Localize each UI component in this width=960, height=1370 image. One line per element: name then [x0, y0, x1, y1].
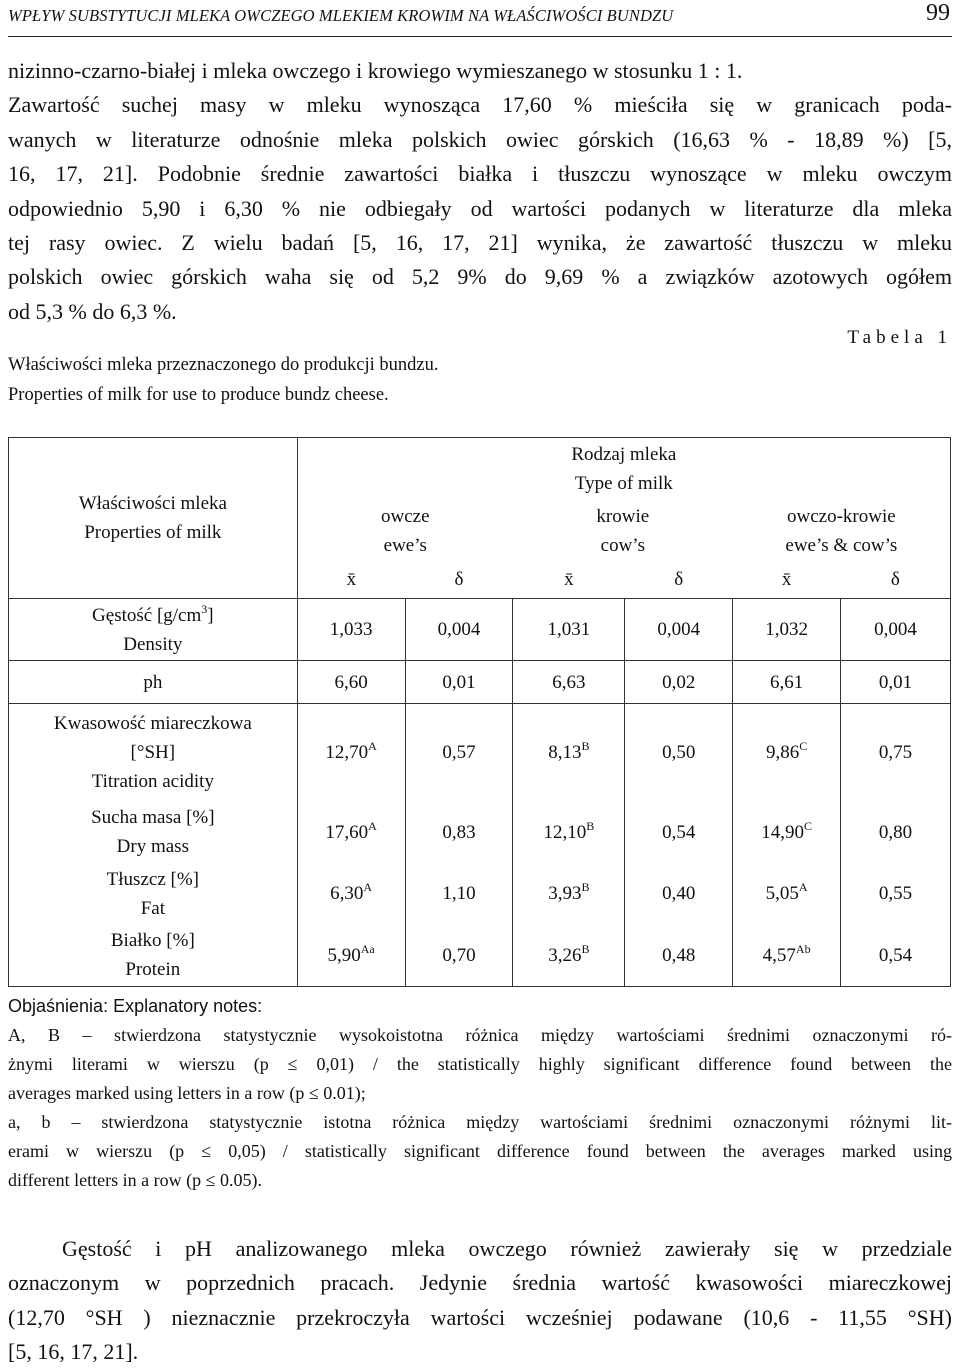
table-row [9, 863, 951, 925]
table-row [9, 661, 951, 704]
table-cell: 0,54 [625, 802, 733, 863]
text-line: (12,70 °SH ) nieznacznie przekroczyła wartości wcześniej podawane (10,6 - 11,55 °SH) [8, 1304, 952, 1330]
notes-heading: Objaśnienia: Explanatory notes: [8, 996, 263, 1016]
group-label-en: ewe’s & cow’s [785, 534, 898, 556]
text-line: [5, 16, 17, 21]. [8, 1339, 139, 1365]
table-cell: 0,57 [405, 704, 513, 802]
table-cell: $5,05^A$ [733, 863, 841, 925]
milk-type-pl: Rodzaj mleka [571, 443, 677, 465]
milk-properties-table [8, 437, 951, 987]
unit-superscript: 3 [201, 601, 208, 616]
table-cell: 0,004 [841, 599, 951, 661]
table-cell: 1,032 [733, 599, 841, 661]
table-cell: 0,55 [841, 863, 951, 925]
table-number-label: Tabela 1 [847, 327, 952, 348]
text-line: wanych w literaturze odnośnie mleka polskich owiec górskich (16,63 % - 18,89 %) [5, [8, 126, 952, 152]
group-label-en: cow’s [600, 534, 645, 556]
row-label-en: Protein [125, 959, 181, 981]
group-label-pl: owcze [381, 505, 430, 527]
note-line: erami w wierszu (p ≤ 0,05) / statistically significant difference found between the averages marked using [8, 1141, 952, 1161]
table-row [9, 925, 951, 987]
note-line: żnymi literami w wierszu (p ≤ 0,01) / the statistically highly significant difference found between the [8, 1054, 952, 1074]
group-label-pl: krowie [596, 505, 650, 527]
table-cell: 6,63 [513, 661, 625, 704]
table-cell: 1,10 [405, 863, 513, 925]
row-label-pl: Sucha masa [%] [91, 807, 215, 828]
table-cell: 1,031 [513, 599, 625, 661]
table-row [9, 802, 951, 863]
milk-type-en: Type of milk [574, 472, 673, 494]
table-cell: $12,70^A$ [297, 704, 405, 802]
row-label-unit: [°SH] [130, 742, 176, 764]
table-cell: 0,004 [625, 599, 733, 661]
note-line: different letters in a row (p ≤ 0.05). [8, 1170, 262, 1190]
text-line: nizinno-czarno-białej i mleka owczego i krowiego wymieszanego w stosunku 1 : 1. [8, 58, 743, 83]
table-cell: $8,13^B$ [513, 704, 625, 802]
table-cell: 0,01 [405, 661, 513, 704]
row-label-pl: Kwasowość miareczkowa [53, 713, 252, 735]
text-line: Zawartość suchej masy w mleku wynosząca 17,60 % mieściła się w granicach poda- [8, 92, 952, 118]
table-cell: $12,10^B$ [513, 802, 625, 863]
text-line: tej rasy owiec. Z wielu badań [5, 16, 17, 21] wynika, że zawartość tłuszczu w mleku [8, 230, 952, 256]
table-cell: 0,70 [405, 925, 513, 987]
table-cell: $6,30^A$ [297, 863, 405, 925]
table-cell: $9,86^C$ [733, 704, 841, 802]
row-label [9, 661, 298, 704]
group-label-en: ewe’s [383, 534, 427, 556]
row-label-pl: ph [143, 671, 163, 693]
table-cell: $3,26^B$ [513, 925, 625, 987]
table-cell: 1,033 [297, 599, 405, 661]
note-line: a, b – stwierdzona statystycznie istotna różnica między wartościami średnimi oznaczonymi różnymi lit- [8, 1112, 952, 1132]
group-label-pl: owczo-krowie [787, 505, 896, 527]
text-line: Gęstość i pH analizowanego mleka owczego również zawierały się w przedziale [62, 1236, 952, 1261]
row-label-en: Titration acidity [91, 771, 214, 793]
milk-type-header [297, 438, 950, 500]
group-header-mixed [733, 500, 951, 562]
table-caption-en: Properties of milk for use to produce bundz cheese. [8, 385, 389, 405]
row-label [9, 863, 298, 925]
text-line: oznaczonym w poprzednich pracach. Jedynie średnia wartość kwasowości miareczkowej [8, 1270, 952, 1296]
properties-header [9, 438, 298, 599]
body-paragraph-2 [8, 1232, 952, 1370]
table-cell: 0,004 [405, 599, 513, 661]
group-header-cow [513, 500, 733, 562]
text-line: 16, 17, 21]. Podobnie średnie zawartości białka i tłuszczu wynoszące w mleku owczym [8, 161, 952, 187]
table-row [9, 704, 951, 802]
table-cell: 0,40 [625, 863, 733, 925]
table-cell: 0,02 [625, 661, 733, 704]
table-cell: $3,93^B$ [513, 863, 625, 925]
table-cell: 0,54 [841, 925, 951, 987]
text-line: polskich owiec górskich waha się od 5,2 9% do 9,69 % a związków azotowych ogółem [8, 264, 952, 290]
running-header [8, 0, 952, 37]
table-cell: 0,50 [625, 704, 733, 802]
table-cell: 6,60 [297, 661, 405, 704]
table-caption-pl: Właściwości mleka przeznaczonego do produkcji bundzu. [8, 355, 439, 375]
group-header-ewe [297, 500, 513, 562]
table-row [9, 599, 951, 661]
row-label-pl: Tłuszcz [%] [106, 868, 199, 890]
table-cell: 6,61 [733, 661, 841, 704]
note-significant [8, 1108, 952, 1195]
body-paragraph-1 [8, 54, 952, 329]
table-cell: $17,60^A$ [297, 802, 405, 863]
row-label [9, 599, 298, 661]
row-label-pl: Białko [%] [110, 930, 195, 952]
row-label-en: Density [123, 633, 183, 655]
table-cell: $4,57^{Ab}$ [733, 925, 841, 987]
row-label [9, 704, 298, 802]
note-highly-significant [8, 1021, 952, 1108]
note-line: A, B – stwierdzona statystycznie wysokoistotna różnica między wartościami średnimi oznaczonymi ró- [8, 1025, 952, 1045]
mean-symbol: x̄ [297, 562, 405, 599]
table-cell: 0,80 [841, 802, 951, 863]
table-cell: 0,75 [841, 704, 951, 802]
row-label [9, 925, 298, 987]
page-number: 99 [926, 0, 950, 26]
text-line: odpowiednio 5,90 i 6,30 % nie odbiegały od wartości podanych w literaturze dla mleka [8, 195, 952, 221]
properties-header-en: Properties of milk [84, 522, 222, 543]
note-line: averages marked using letters in a row (p ≤ 0.01); [8, 1083, 366, 1103]
sd-symbol: δ [405, 562, 513, 599]
mean-symbol: x̄ [733, 562, 841, 599]
table-cell: 0,83 [405, 802, 513, 863]
text-line: od 5,3 % do 6,3 %. [8, 298, 177, 324]
running-title: WPŁYW SUBSTYTUCJI MLEKA OWCZEGO MLEKIEM KROWIM NA WŁAŚCIWOŚCI BUNDZU [8, 6, 674, 25]
table-cell: $14,90^C$ [733, 802, 841, 863]
mean-symbol: x̄ [513, 562, 625, 599]
sd-symbol: δ [841, 562, 951, 599]
row-label-pl: Gęstość [g/cm [92, 604, 202, 626]
table-cell: 0,01 [841, 661, 951, 704]
table-cell: 0,48 [625, 925, 733, 987]
row-label-en: Dry mass [116, 836, 189, 857]
row-label [9, 802, 298, 863]
properties-header-pl: Właściwości mleka [78, 493, 227, 514]
row-label-pl-end: ] [207, 604, 214, 626]
sd-symbol: δ [625, 562, 733, 599]
row-label-en: Fat [140, 897, 165, 919]
table-cell: $5,90^{Aa}$ [297, 925, 405, 987]
